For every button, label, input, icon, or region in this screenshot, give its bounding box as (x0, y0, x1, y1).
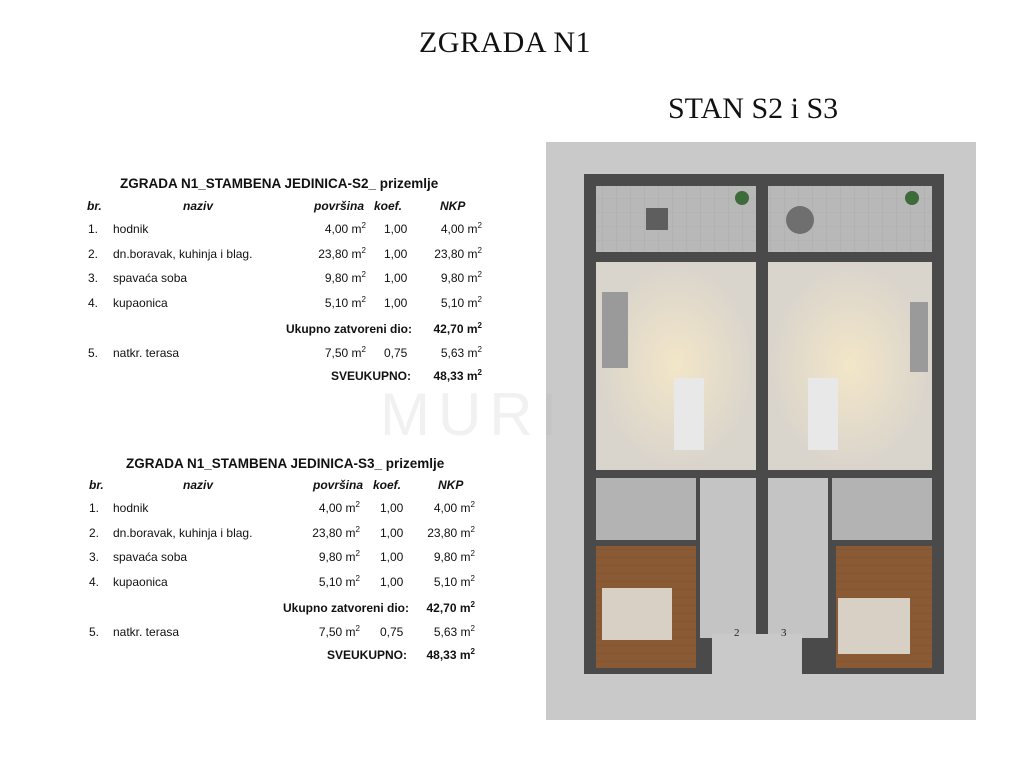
row-area (280, 550, 360, 564)
row-name (113, 501, 148, 515)
row-no (88, 222, 98, 236)
unit-superscript: 2 (470, 600, 475, 609)
closed-label-text: Ukupno zatvoreni dio: (286, 322, 412, 336)
row-coef-text: 1,00 (380, 574, 404, 589)
kitchen-counter-s2 (674, 378, 704, 450)
plant-icon (905, 191, 919, 205)
row-nkp (395, 550, 475, 564)
total-value (395, 648, 475, 662)
row-nkp (395, 501, 475, 515)
unit-superscript: 2 (470, 573, 475, 583)
row-nkp (395, 575, 475, 589)
table-row (0, 247, 500, 265)
unit-superscript: 2 (361, 345, 366, 354)
row-nkp-text: 5,10 m (440, 295, 478, 310)
row-no-text: 1. (89, 501, 100, 515)
row-no (89, 550, 99, 564)
table-row (0, 322, 500, 340)
unit-superscript: 2 (470, 549, 475, 558)
row-no (88, 271, 98, 285)
row-area (286, 346, 366, 360)
row-area (286, 296, 366, 310)
row-no (89, 575, 99, 589)
col-no: br. (87, 199, 102, 213)
row-area (280, 526, 360, 540)
row-area-text: 7,50 m (324, 346, 362, 360)
row-coef-text: 1,00 (384, 271, 408, 285)
row-area-text: 5,10 m (324, 295, 362, 310)
watermark: MURI (380, 381, 566, 448)
row-coef-text: 0,75 (380, 625, 404, 639)
floor-plan (546, 142, 976, 720)
row-no-text: 3. (89, 550, 100, 564)
bed-s2 (602, 588, 672, 640)
table-header (0, 478, 500, 496)
row-name-text: hodnik (113, 222, 149, 236)
row-name (113, 550, 187, 564)
col-name: naziv (183, 199, 214, 213)
row-nkp-text: 23,80 m (434, 246, 478, 261)
col-nkp: NKP (438, 478, 464, 492)
unit-superscript: 2 (361, 294, 366, 304)
row-nkp-text: 5,10 m (433, 574, 471, 589)
sofa-s3 (910, 302, 928, 372)
apartments-title: STAN S2 i S3 (668, 92, 839, 125)
table-row (0, 296, 500, 314)
row-coef-text: 1,00 (384, 222, 408, 236)
unit-superscript: 2 (477, 270, 482, 279)
closed-label (283, 601, 409, 615)
row-no-text: 3. (88, 271, 99, 285)
row-coef-text: 1,00 (384, 246, 408, 261)
row-name-text: natkr. terasa (113, 346, 180, 360)
table-row (0, 625, 500, 643)
row-name (113, 346, 179, 360)
closed-label-text: Ukupno zatvoreni dio: (283, 601, 409, 615)
plant-icon (735, 191, 749, 205)
closed-value-text: 42,70 m (426, 601, 471, 615)
unit-superscript: 2 (361, 270, 366, 279)
row-nkp (395, 526, 475, 540)
row-name-text: dn.boravak, kuhinja i blag. (113, 525, 253, 540)
bathroom-s2 (596, 478, 696, 540)
row-area-text: 4,00 m (318, 501, 356, 515)
table-row (0, 222, 500, 240)
row-name (113, 625, 179, 639)
row-name-text: dn.boravak, kuhinja i blag. (113, 246, 253, 261)
unit-superscript: 2 (355, 624, 360, 633)
unit-superscript: 2 (477, 245, 482, 255)
terrace-s2 (596, 186, 756, 252)
row-name (113, 271, 187, 285)
bathroom-s3 (832, 478, 932, 540)
row-no-text: 1. (88, 222, 99, 236)
closed-label (286, 322, 412, 336)
row-name-text: spavaća soba (113, 550, 188, 564)
unit-superscript: 2 (355, 500, 360, 509)
unit-superscript: 2 (355, 549, 360, 558)
row-area-text: 23,80 m (318, 246, 362, 261)
closed-value-text: 42,70 m (433, 322, 478, 336)
row-no-text: 5. (88, 346, 99, 360)
unit-label-3: 3 (781, 627, 787, 639)
party-wall (756, 174, 768, 674)
total-label-text: SVEUKUPNO: (331, 369, 412, 383)
row-coef-text: 1,00 (380, 501, 404, 515)
unit-superscript: 2 (470, 524, 475, 534)
row-nkp (402, 346, 482, 360)
row-nkp (395, 625, 475, 639)
row-name-text: natkr. terasa (113, 625, 180, 639)
row-coef-text: 1,00 (380, 550, 404, 564)
total-value-text: 48,33 m (433, 369, 478, 383)
unit-superscript: 2 (355, 524, 360, 534)
row-no-text: 5. (89, 625, 100, 639)
closed-value (395, 601, 475, 615)
row-area-text: 23,80 m (312, 525, 356, 540)
table-row (0, 550, 500, 568)
row-no (88, 346, 98, 360)
row-no-text: 2. (89, 525, 100, 540)
unit-superscript: 2 (470, 647, 475, 656)
kitchen-counter-s3 (808, 378, 838, 450)
row-nkp (402, 222, 482, 236)
entrance-area (712, 634, 802, 720)
row-area (280, 501, 360, 515)
row-no-text: 2. (88, 246, 99, 261)
row-area (286, 247, 366, 261)
table-row (0, 601, 500, 619)
total-value-text: 48,33 m (426, 648, 471, 662)
row-name-text: hodnik (113, 501, 149, 515)
unit-superscript: 2 (470, 624, 475, 633)
row-name-text: kupaonica (113, 295, 168, 310)
unit-superscript: 2 (477, 368, 482, 377)
row-no (89, 625, 99, 639)
row-no (89, 501, 99, 515)
row-no (88, 296, 98, 310)
row-name (113, 575, 168, 589)
hallway-s2 (700, 478, 756, 638)
living-s3 (768, 262, 932, 470)
row-nkp-text: 23,80 m (427, 525, 471, 540)
table-row (0, 501, 500, 519)
bed-s3 (838, 598, 910, 654)
unit-superscript: 2 (477, 345, 482, 354)
col-name: naziv (183, 478, 214, 492)
row-area (286, 271, 366, 285)
row-area (286, 222, 366, 236)
table-title: ZGRADA N1_STAMBENA JEDINICA-S2_ prizemlje (120, 176, 439, 191)
table-row (0, 271, 500, 289)
total-label-text: SVEUKUPNO: (327, 648, 408, 662)
closed-value (402, 322, 482, 336)
row-name-text: kupaonica (113, 574, 168, 589)
row-no (88, 247, 98, 261)
row-no-text: 4. (89, 574, 100, 589)
table-row (0, 526, 500, 544)
row-nkp-text: 4,00 m (433, 501, 471, 515)
row-area (280, 625, 360, 639)
row-coef-text: 0,75 (384, 346, 408, 360)
unit-superscript: 2 (477, 321, 482, 330)
table-header (0, 199, 500, 217)
row-nkp-text: 9,80 m (440, 271, 478, 285)
row-area-text: 9,80 m (324, 271, 362, 285)
terrace-table-s3 (786, 206, 814, 234)
unit-superscript: 2 (355, 573, 360, 583)
row-name (113, 296, 168, 310)
unit-superscript: 2 (470, 500, 475, 509)
row-area (280, 575, 360, 589)
row-nkp-text: 4,00 m (440, 222, 478, 236)
unit-label-2: 2 (734, 627, 740, 639)
col-coef: koef. (374, 199, 403, 213)
hallway-s3 (768, 478, 828, 638)
building-title: ZGRADA N1 (418, 26, 591, 59)
col-area: površina (313, 478, 364, 492)
row-nkp (402, 296, 482, 310)
row-no (89, 526, 99, 540)
row-name-text: spavaća soba (113, 271, 188, 285)
row-nkp-text: 5,63 m (433, 625, 471, 639)
col-nkp: NKP (440, 199, 466, 213)
row-area-text: 7,50 m (318, 625, 356, 639)
table-title: ZGRADA N1_STAMBENA JEDINICA-S3_ prizemlje (126, 456, 445, 471)
unit-superscript: 2 (477, 221, 482, 230)
table-row (0, 575, 500, 593)
terrace-table-s2 (646, 208, 668, 230)
row-nkp-text: 9,80 m (433, 550, 471, 564)
row-coef-text: 1,00 (384, 295, 408, 310)
row-area-text: 4,00 m (324, 222, 362, 236)
row-name (113, 526, 252, 540)
unit-superscript: 2 (361, 221, 366, 230)
unit-superscript: 2 (477, 294, 482, 304)
row-nkp (402, 271, 482, 285)
row-area-text: 5,10 m (318, 574, 356, 589)
sofa-s2 (602, 292, 628, 368)
table-row (0, 346, 500, 364)
row-no-text: 4. (88, 295, 99, 310)
col-area: površina (314, 199, 365, 213)
row-name (113, 247, 252, 261)
row-coef-text: 1,00 (380, 525, 404, 540)
unit-superscript: 2 (361, 245, 366, 255)
row-nkp-text: 5,63 m (440, 346, 478, 360)
row-name (113, 222, 148, 236)
row-nkp (402, 247, 482, 261)
table-row (0, 648, 500, 666)
col-no: br. (89, 478, 104, 492)
row-area-text: 9,80 m (318, 550, 356, 564)
col-coef: koef. (373, 478, 402, 492)
